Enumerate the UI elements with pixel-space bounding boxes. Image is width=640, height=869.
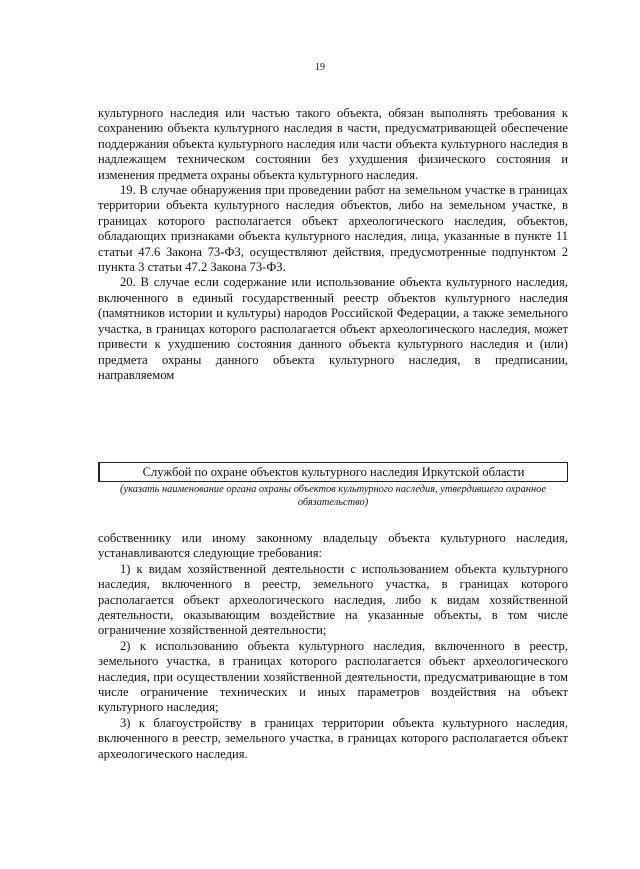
text-block-top [98,106,568,383]
authority-field-hint: (указать наименование органа охраны объектов культурного наследия, утвердившего охранное обязательство) [120,484,546,508]
authority-field-value: Службой по охране объектов культурного наследия Иркутской области [98,462,568,482]
requirement-item-2: 2) к использованию объекта культурного наследия, включенного в реестр, земельного участка, в границах которого располагается объект археологического наследия, при осуществлении хозяйственной деятельности, предусматривающие в том числе ограничение технических и иных параметров воздействия на объект культурного наследия; [98,638,568,715]
paragraph-continuation: культурного наследия или частью такого объекта, обязан выполнять требования к сохранению объекта культурного наследия в части, предусматривающей обеспечение поддержания объекта культурного наследия или части объекта культурного наследия в надлежащем техническом состоянии без ухудшения физического состояния и изменения предмета охраны объекта культурного наследия. [98,106,568,182]
authority-field [98,462,568,509]
text-block-bottom [98,531,568,762]
paragraph-20: 20. В случае если содержание или использование объекта культурного наследия, включенного в единый государственный реестр объектов культурного наследия (памятников истории и культуры) народов Российской Федерации, а также земельного участка, в границах которого располагается объект археологического наследия, может привести к ухудшению состояния данного объекта культурного наследия и (или) предмета охраны данного объекта культурного наследия, в предписании, направляемом [98,275,568,382]
paragraph-19: 19. В случае обнаружения при проведении работ на земельном участке в границах территории объекта культурного наследия объектов, либо на земельном участке, в границах которого располагается объект археологического наследия, объектов, обладающих признаками объекта культурного наследия, лица, указанные в пункте 11 статьи 47.6 Закона 73-ФЗ, осуществляют действия, предусмотренные подпунктом 2 пункта 3 статьи 47.2 Закона 73-ФЗ. [98,183,568,275]
requirement-item-1: 1) к видам хозяйственной деятельности с использованием объекта культурного наследия, включенного в реестр, земельного участка, в границах которого располагается объект археологического наследия, либо к видам хозяйственной деятельности, оказывающим воздействие на указанные объекты, в том числе ограничение хозяйственной деятельности; [98,561,568,638]
page-number: 19 [315,62,325,73]
requirement-item-3: 3) к благоустройству в границах территории объекта культурного наследия, включенного в реестр, земельного участка, в границах которого располагается объект археологического наследия. [98,715,568,761]
paragraph-requirements-intro: собственнику или иному законному владельцу объекта культурного наследия, устанавливаются следующие требования: [98,531,568,561]
